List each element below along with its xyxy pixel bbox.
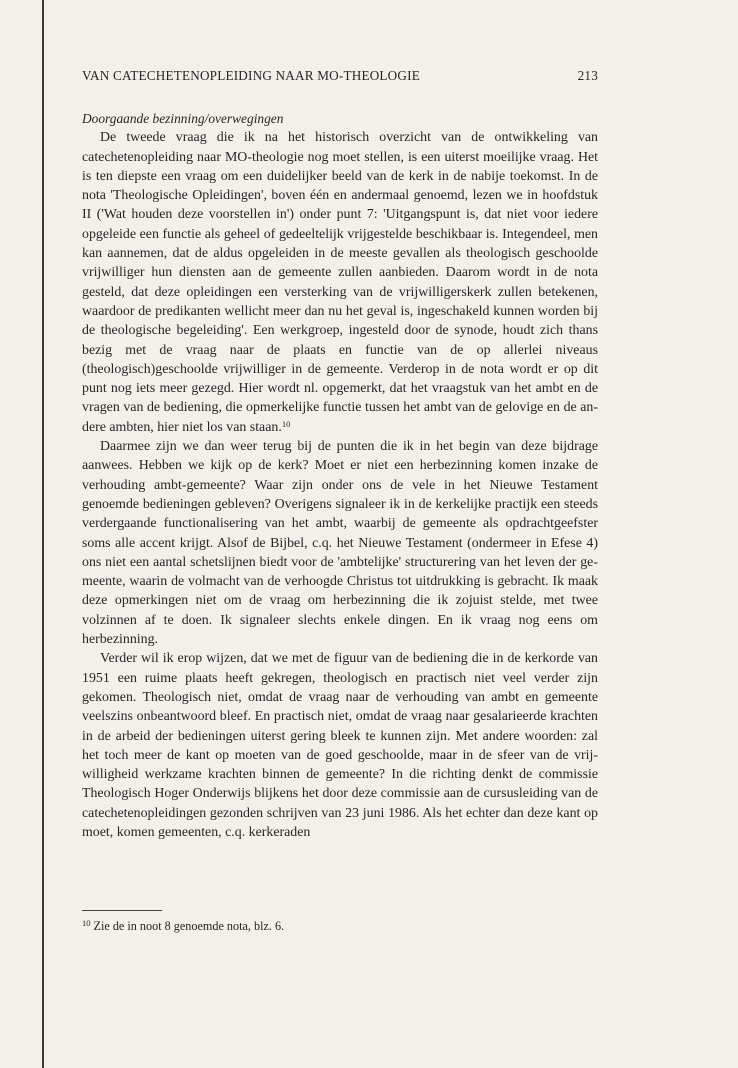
running-head xyxy=(82,68,598,88)
running-title: VAN CATECHETENOPLEIDING NAAR MO-THEOLOGIE xyxy=(82,68,420,83)
scan-page-edge xyxy=(42,0,44,1068)
paragraph-1 xyxy=(82,128,598,437)
footnote-marker: 10 xyxy=(82,918,91,928)
paragraph-1-text: De tweede vraag die ik na het historisch overzicht van de ontwikkeling van catechetenopleiding naar MO-theologie nog moet stellen, is een uiterst moeilijke vraag. Het is ten diepste een vraag om een duidelijker beeld van de kerk in de nabije toekomst. In de nota 'Theologische Opleidingen', boven één en andermaal genoemd, lezen we in hoofdstuk II ('Wat houden deze voorstellen in') onder punt 7: 'Uitgangspunt is, dat niet voor iedere opgeleide een functie als geheel of gedeeltelijk vrijgestelde beschikbaar is. Integendeel, men kan aannemen, dat de aldus opgeleiden in de meeste gevallen als theologisch geschoolde vrijwilliger hun diensten aan de gemeente zullen aanbieden. Daarom wordt in de nota gesteld, dat deze opleidingen een versterking van de vrijwilligerskerk zullen betekenen, waardoor de predikanten wellicht meer dan nu het geval is, ingeschakeld kunnen worden bij de theologische begeleiding'. Een werkgroep, ingesteld door de synode, houdt zich thans bezig met de vraag naar de plaats en functie van de op allerlei niveaus (theologisch)geschoolde vrijwilliger in de gemeente. Verderop in de nota wordt er op dit punt nog iets meer gezegd. Hier wordt nl. opgemerkt, dat het vraagstuk van het ambt en de vragen van de bediening, die opmerkelijke functie tussen het ambt van de gelovige en de andere ambten, hier niet los van staan. xyxy=(82,130,598,435)
body-text xyxy=(82,128,598,842)
footnote-text: Zie de in noot 8 genoemde nota, blz. 6. xyxy=(93,919,285,933)
paragraph-3 xyxy=(82,649,598,842)
section-heading: Doorgaande bezinning/overwegingen xyxy=(82,111,284,126)
paragraph-2 xyxy=(82,437,598,649)
paragraph-3-text: Verder wil ik erop wijzen, dat we met de figuur van de bediening die in de kerkorde van 1951 een ruime plaats heeft gekregen, theologisch en practisch niet veel verder zijn gekomen. Theologisch niet, omdat de vraag naar de verhouding van ambt en gemeente veelszins onbeantwoord bleef. En practisch niet, omdat de vraag naar gesalarieerde krachten in de arbeid der bedieningen uiterst gering bleek te kunnen zijn. Met andere woorden: zal het toch meer de kant op moeten van de goed geschoolde, maar in de sfeer van de vrijwilligheid werkzame krachten binnen de gemeente? In die richting denkt de commissie Theologisch Hoger Onderwijs blijkens het door deze commissie aan de cursusleiding van de catechetenopleidingen gezonden schrijven van 23 juni 1986. Als het echter dan deze kant op moet, komen gemeenten, c.q. kerkeraden xyxy=(82,651,598,840)
footnote-reference: 10 xyxy=(281,418,291,429)
page-number: 213 xyxy=(577,68,598,83)
paragraph-2-text: Daarmee zijn we dan weer terug bij de punten die ik in het begin van deze bijdrage aanwees. Hebben we kijk op de kerk? Moet er niet een herbezinning komen inzake de verhouding ambt-gemeente? Waar zijn onder ons de vele in het Nieuwe Testament genoemde bedieningen gebleven? Overigens signaleer ik in de kerkelijke practijk een steeds verdergaande functionalisering van het ambt, waarbij de gemeente als opdrachtgeefster soms alle accent krijgt. Alsof de Bijbel, c.q. het Nieuwe Testament (ondermeer in Efese 4) ons niet een aantal schetslijnen biedt voor de 'ambtelijke' structurering van het leven der gemeente, waarin de volmacht van de verhoogde Christus tot uitdrukking is gebracht. Ik maak deze opmerkingen niet om de vraag om herbezinning die ik zojuist stelde, met twee volzinnen af te doen. Ik signaleer slechts enkele dingen. En ik vraag nog eens om herbezinning. xyxy=(82,439,598,648)
footnote-divider xyxy=(82,910,162,911)
footnote xyxy=(82,918,598,934)
book-page xyxy=(82,68,598,842)
